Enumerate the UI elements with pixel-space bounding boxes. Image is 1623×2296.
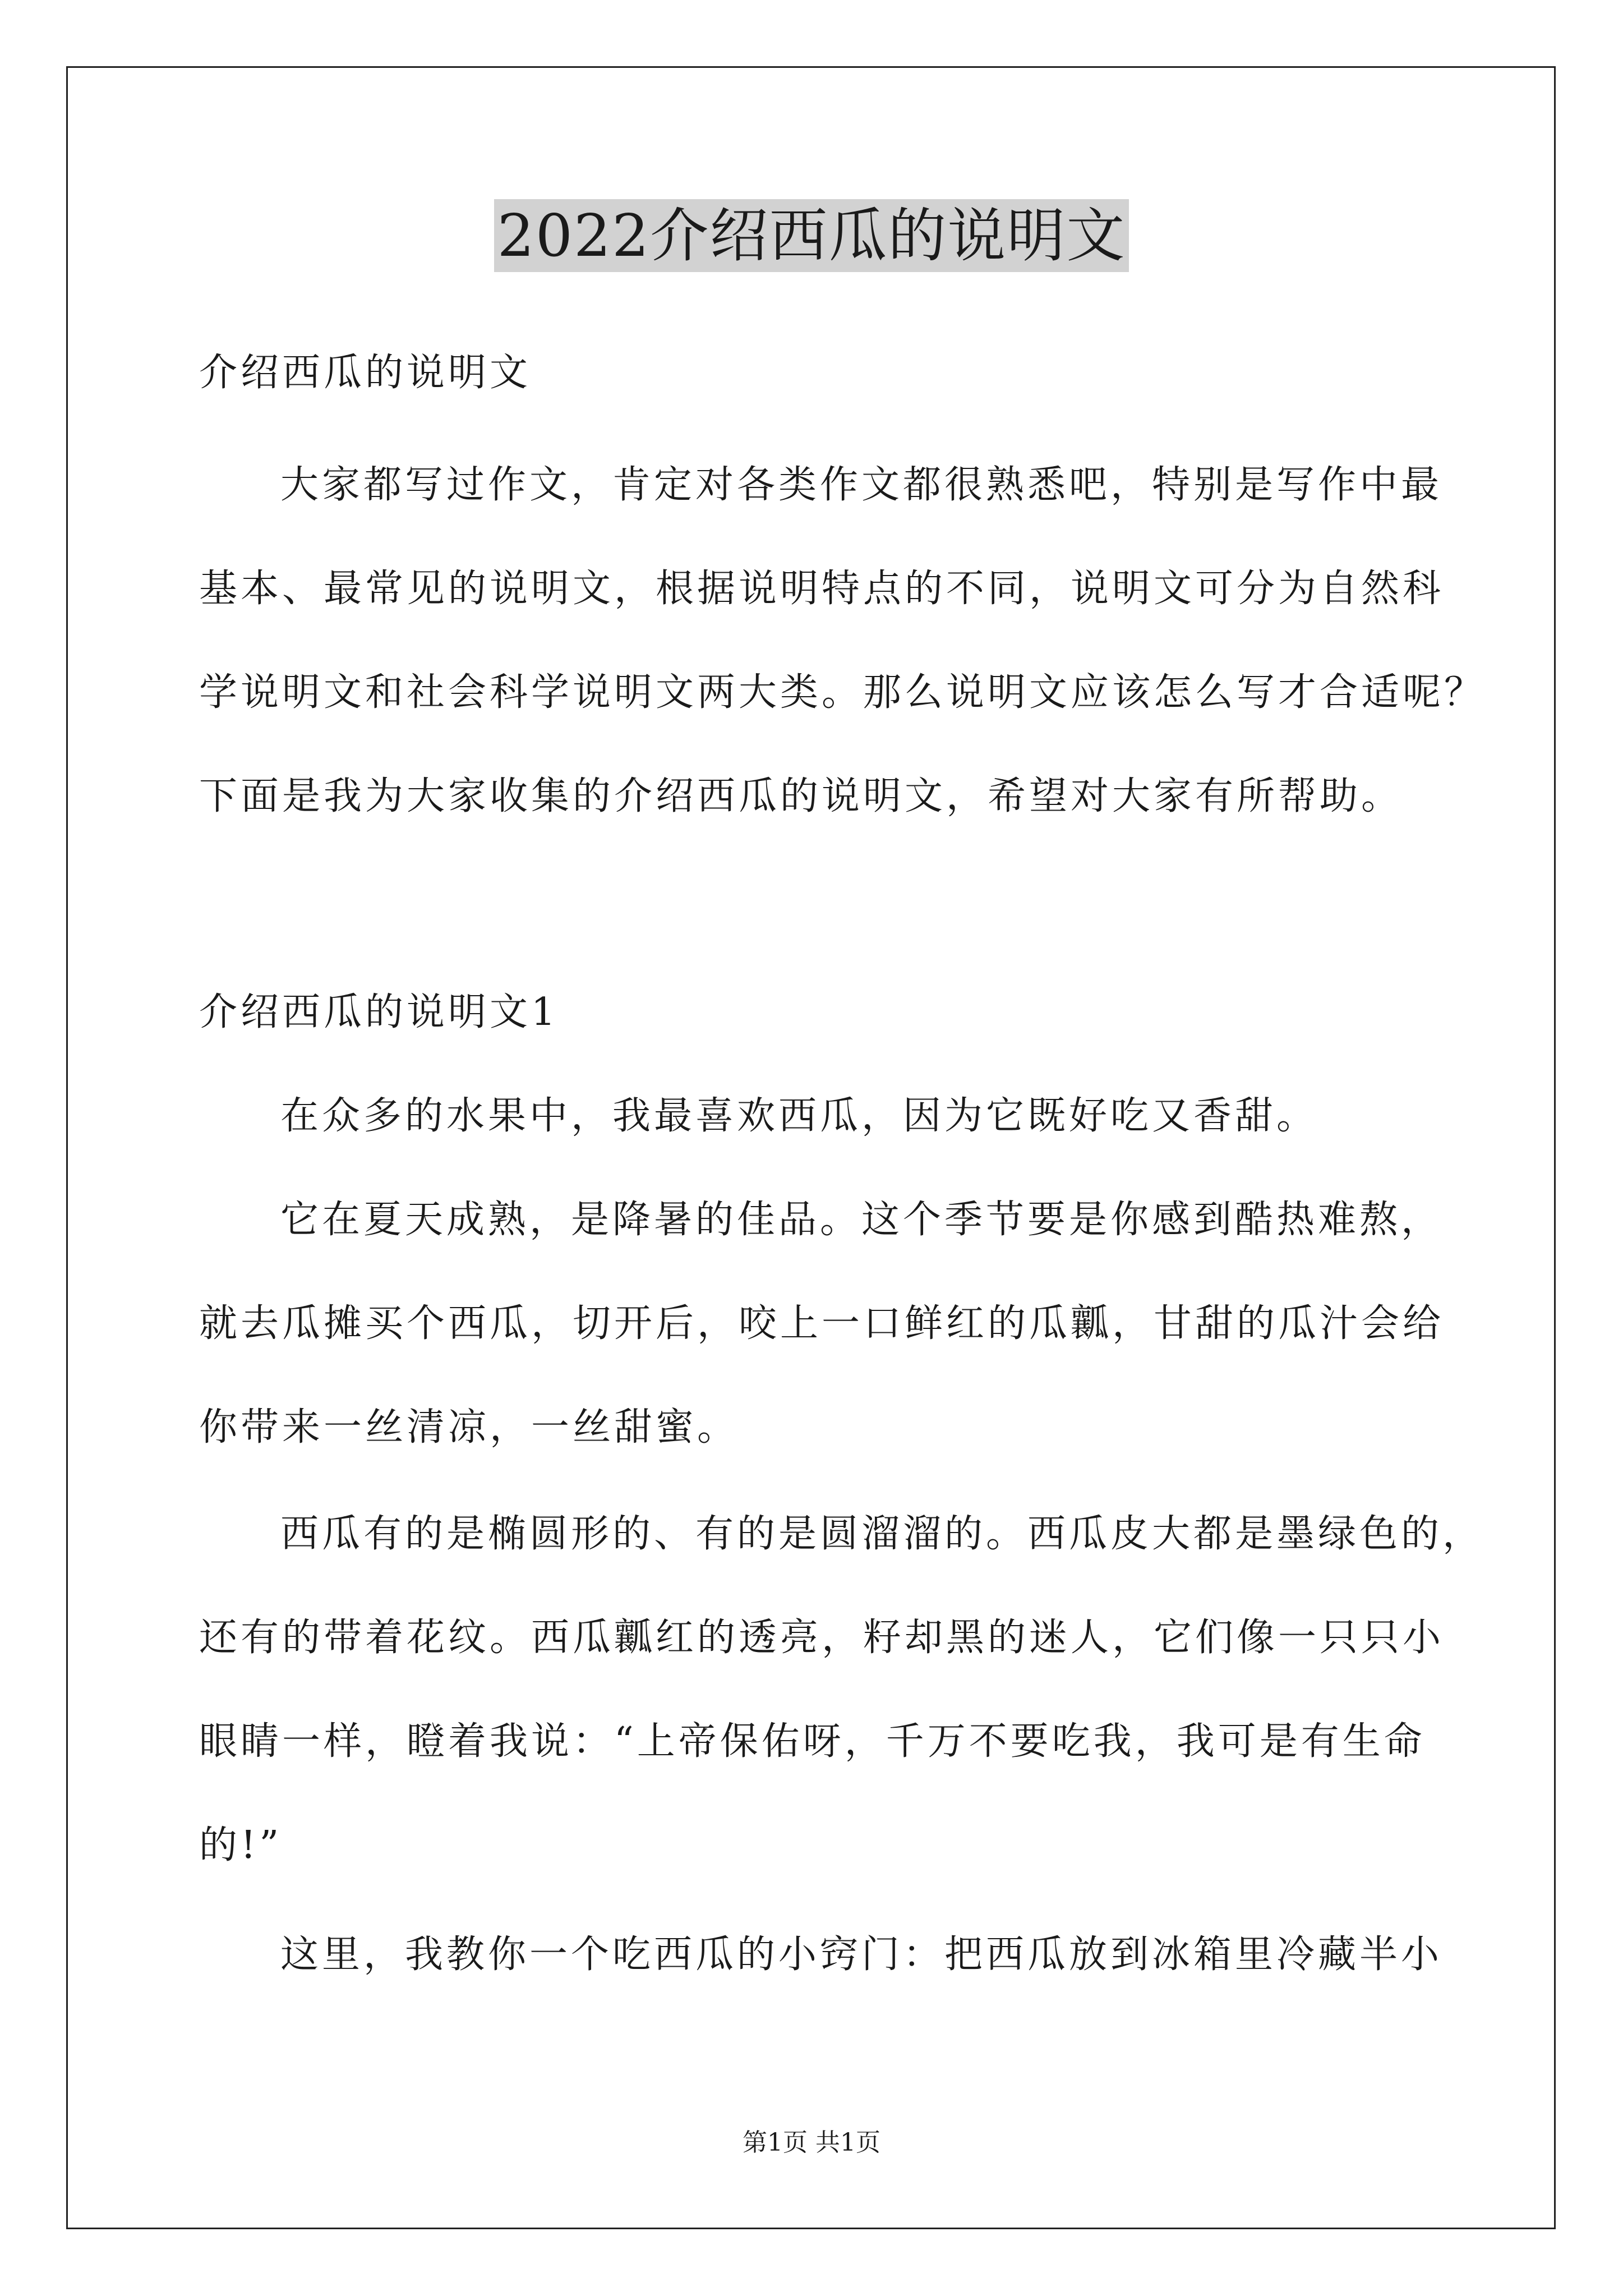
page-number-footer: 第1页 共1页: [743, 2128, 880, 2157]
paragraph-line: 基本、最常见的说明文，根据说明特点的不同，说明文可分为自然科: [199, 567, 1445, 611]
paragraph-line: 的!”: [199, 1823, 283, 1867]
paragraph-line: 下面是我为大家收集的介绍西瓜的说明文，希望对大家有所帮助。: [199, 774, 1403, 818]
document-title: 2022介绍西瓜的说明文: [494, 199, 1129, 272]
paragraph-line: 你带来一丝清凉，一丝甜蜜。: [199, 1405, 739, 1450]
paragraph-line: 这里，我教你一个吃西瓜的小窍门：把西瓜放到冰箱里冷藏半小: [280, 1932, 1443, 1977]
paragraph-line: 它在夏天成熟，是降暑的佳品。这个季节要是你感到酷热难熬，: [280, 1198, 1443, 1242]
paragraph-line: 就去瓜摊买个西瓜，切开后，咬上一口鲜红的瓜瓤，甘甜的瓜汁会给: [199, 1301, 1445, 1346]
paragraph-line: 还有的带着花纹。西瓜瓤红的透亮，籽却黑的迷人，它们像一只只小: [199, 1616, 1445, 1660]
section-heading: 介绍西瓜的说明文: [199, 351, 532, 395]
paragraph-line: 西瓜有的是椭圆形的、有的是圆溜溜的。西瓜皮大都是墨绿色的，: [280, 1512, 1484, 1556]
section-heading: 介绍西瓜的说明文1: [199, 990, 559, 1034]
paragraph-line: 在众多的水果中，我最喜欢西瓜，因为它既好吃又香甜。: [280, 1094, 1318, 1138]
title-container: [0, 199, 1623, 272]
paragraph-line: 学说明文和社会科学说明文两大类。那么说明文应该怎么写才合适呢？: [199, 670, 1486, 715]
paragraph-line: 眼睛一样，瞪着我说：“上帝保佑呀，千万不要吃我，我可是有生命: [199, 1719, 1426, 1764]
paragraph-line: 大家都写过作文，肯定对各类作文都很熟悉吧，特别是写作中最: [280, 463, 1443, 507]
